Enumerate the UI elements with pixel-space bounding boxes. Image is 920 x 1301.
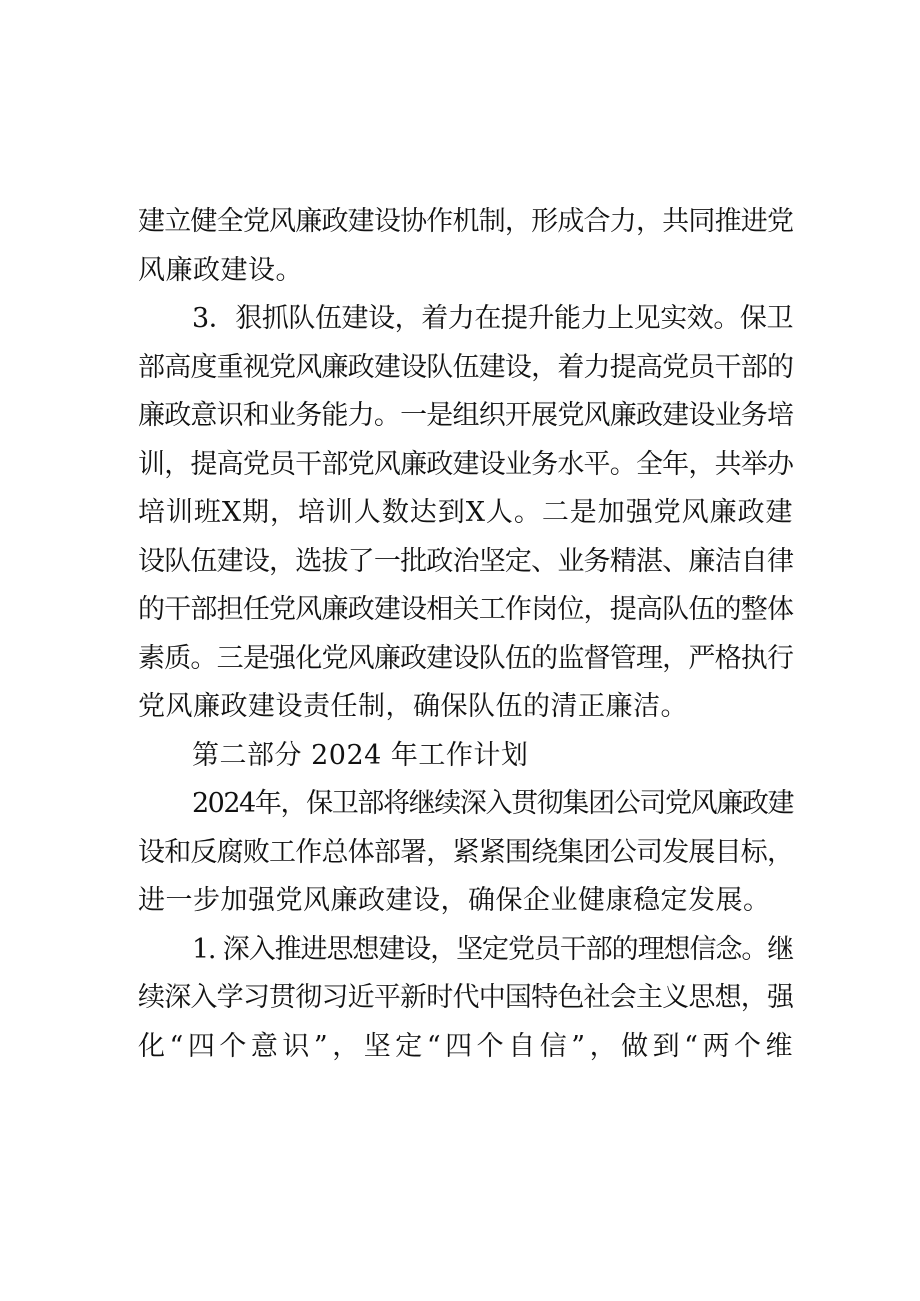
text-line: 2024年，保卫部将继续深入贯彻集团公司党风廉政建 [192,788,793,819]
text-line: 续深入学习贯彻习近平新时代中国特色社会主义思想，强 [138,982,793,1013]
section-heading-2024-plan [138,732,793,781]
document-body [138,198,793,1071]
paragraph-team-building [138,295,793,732]
text-line: 素质。三是强化党风廉政建设队伍的监督管理，严格执行 [138,642,793,674]
text-line: 设和反腐败工作总体部署，紧紧围绕集团公司发展目标， [138,836,793,868]
text-line: 进一步加强党风廉政建设，确保企业健康稳定发展。 [138,885,771,916]
paragraph-2024-overview [138,780,793,926]
text-line: 建立健全党风廉政建设协作机制，形成合力，共同推进党 [138,206,793,237]
text-line: 训，提高党员干部党风廉政建设业务水平。全年，共举办 [138,448,793,480]
paragraph-ideological-building [138,926,793,1072]
text-line: 风廉政建设。 [138,254,303,286]
text-line: 第二部分 2024 年工作计划 [192,739,529,771]
text-line: 廉政意识和业务能力。一是组织开展党风廉政建设业务培 [138,400,793,431]
text-line: 党风廉政建设责任制，确保队伍的清正廉洁。 [138,691,688,722]
text-line: 化“四个意识”，坚定“四个自信”，做到“两个维 [138,1030,793,1062]
text-line: 培训班X期，培训人数达到X人。二是加强党风廉政建 [138,497,793,528]
text-line: 部高度重视党风廉政建设队伍建设，着力提高党员干部的 [138,351,793,383]
text-line: 1. 深入推进思想建设，坚定党员干部的理想信念。继 [192,933,793,965]
paragraph-collaboration-mechanism [138,198,793,295]
text-line: 3．狠抓队伍建设，着力在提升能力上见实效。保卫 [192,303,793,334]
text-line: 的干部担任党风廉政建设相关工作岗位，提高队伍的整体 [138,594,793,625]
text-line: 设队伍建设，选拔了一批政治坚定、业务精湛、廉洁自律 [138,545,793,577]
